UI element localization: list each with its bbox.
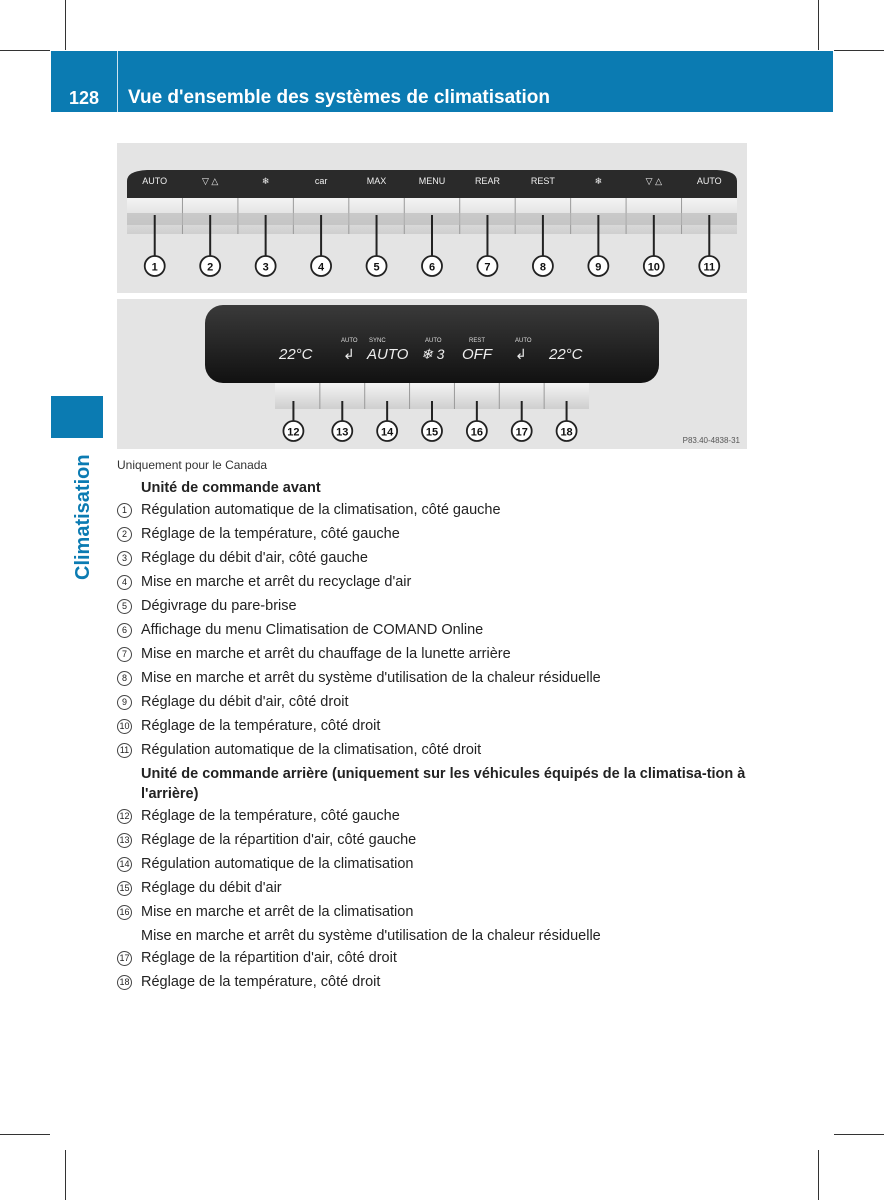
legend-text: Réglage de la répartition d'air, côté gauche [141, 832, 417, 848]
front-callout-number: 5 [373, 261, 380, 274]
rear-temp-left: 22°C [279, 346, 313, 363]
legend-text: Réglage du débit d'air, côté droit [141, 694, 349, 710]
legend-number: 4 [117, 575, 132, 590]
front-button-label: ▽ △ [202, 176, 219, 186]
front-button-label: AUTO [696, 176, 722, 186]
legend-number: 15 [117, 881, 132, 896]
legend-text: Mise en marche et arrêt du recyclage d'air [141, 574, 412, 590]
front-button-label: REST [530, 176, 555, 186]
side-tab-label: Climatisation [72, 454, 94, 580]
side-tab-marker [51, 396, 103, 438]
rear-sync: SYNC [369, 338, 386, 344]
item-16-continuation: Mise en marche et arrêt du système d'utilisation de la chaleur résiduelle [141, 928, 601, 944]
legend-text: Régulation automatique de la climatisation, côté gauche [141, 502, 501, 518]
front-callout-number: 4 [318, 261, 325, 274]
legend-text: Mise en marche et arrêt du chauffage de la lunette arrière [141, 646, 511, 662]
rear-callout-number: 17 [515, 426, 528, 439]
rear-auto-center-top: AUTO [425, 338, 442, 344]
legend-number: 18 [117, 975, 132, 990]
header-divider [117, 51, 118, 112]
legend-number: 1 [117, 503, 132, 518]
legend-text: Réglage du débit d'air [141, 880, 282, 896]
rear-rest: REST [469, 338, 486, 344]
legend-number: 3 [117, 551, 132, 566]
legend-text: Réglage de la répartition d'air, côté droit [141, 950, 397, 966]
front-callout-number: 1 [151, 261, 158, 274]
crop-mark [0, 50, 50, 51]
legend-number: 2 [117, 527, 132, 542]
rear-auto-right: AUTO [515, 338, 532, 344]
front-button-label: MENU [418, 176, 446, 186]
front-button-label: ❄ [261, 176, 270, 186]
front-callout-number: 9 [595, 261, 602, 274]
caption-canada: Uniquement pour le Canada [117, 458, 268, 472]
legend-number: 17 [117, 951, 132, 966]
legend-number: 7 [117, 647, 132, 662]
rear-auto-left: AUTO [341, 338, 358, 344]
legend-number: 16 [117, 905, 132, 920]
legend-number: 13 [117, 833, 132, 848]
crop-mark [834, 1134, 884, 1135]
rear-callout-number: 12 [287, 426, 300, 439]
rear-auto-center: AUTO [367, 346, 409, 363]
crop-mark [834, 50, 884, 51]
legend-text: Réglage de la température, côté gauche [141, 808, 400, 824]
rear-callout-number: 15 [425, 426, 439, 439]
front-callout-number: 8 [539, 261, 546, 274]
page-number: 128 [68, 88, 100, 108]
legend-text: Dégivrage du pare-brise [141, 598, 297, 614]
rear-callout-number: 13 [336, 426, 349, 439]
legend-number: 10 [117, 719, 132, 734]
legend-text: Régulation automatique de la climatisation, côté droit [141, 742, 482, 758]
legend-number: 11 [117, 743, 132, 758]
legend-text: Mise en marche et arrêt de la climatisation [141, 904, 414, 920]
legend-text: Mise en marche et arrêt du système d'utilisation de la chaleur résiduelle [141, 670, 601, 686]
front-button-label: ❄ [594, 176, 603, 186]
figure-code: P83.40-4838-31 [682, 436, 740, 445]
rear-airflow-right-icon: ↲ [515, 346, 527, 362]
legend-text: Réglage de la température, côté droit [141, 974, 381, 990]
legend-number: 6 [117, 623, 132, 638]
crop-mark [65, 0, 66, 50]
front-callout-number: 11 [703, 261, 716, 274]
rear-off: OFF [462, 346, 492, 363]
rear-callout-number: 18 [560, 426, 573, 439]
crop-mark [818, 1150, 819, 1200]
front-button-label: AUTO [142, 176, 168, 186]
legend-text: Réglage de la température, côté droit [141, 718, 381, 734]
front-callout-number: 2 [207, 261, 214, 274]
rear-airflow-left-icon: ↲ [343, 346, 355, 362]
crop-mark [818, 0, 819, 50]
climate-control-figure [117, 143, 747, 449]
front-button-label: MAX [366, 176, 387, 186]
front-callout-number: 10 [647, 261, 660, 274]
legend-text: Réglage du débit d'air, côté gauche [141, 550, 368, 566]
legend-number: 8 [117, 671, 132, 686]
front-unit-heading: Unité de commande avant [141, 480, 321, 496]
legend-number: 12 [117, 809, 132, 824]
rear-callout-number: 16 [470, 426, 483, 439]
rear-temp-right: 22°C [549, 346, 583, 363]
legend-text: Régulation automatique de la climatisation [141, 856, 414, 872]
front-button-label: REAR [474, 176, 500, 186]
front-callout-number: 7 [484, 261, 491, 274]
front-button-label: car [314, 176, 328, 186]
rear-fan: ❄ 3 [421, 346, 445, 362]
crop-mark [65, 1150, 66, 1200]
legend-number: 14 [117, 857, 132, 872]
legend-text: Affichage du menu Climatisation de COMAND Online [141, 622, 484, 638]
front-button-label: ▽ △ [645, 176, 662, 186]
front-callout-number: 6 [428, 261, 436, 274]
legend-number: 9 [117, 695, 132, 710]
rear-display-panel [205, 305, 659, 383]
rear-unit-heading: Unité de commande arrière (uniquement sur les véhicules équipés de la climatisa-tion à l'arrière) [141, 766, 746, 802]
page-title: Vue d'ensemble des systèmes de climatisation [128, 87, 550, 108]
front-callout-number: 3 [262, 261, 269, 274]
legend-number: 5 [117, 599, 132, 614]
rear-callout-number: 14 [381, 426, 394, 439]
crop-mark [0, 1134, 50, 1135]
legend-text: Réglage de la température, côté gauche [141, 526, 400, 542]
